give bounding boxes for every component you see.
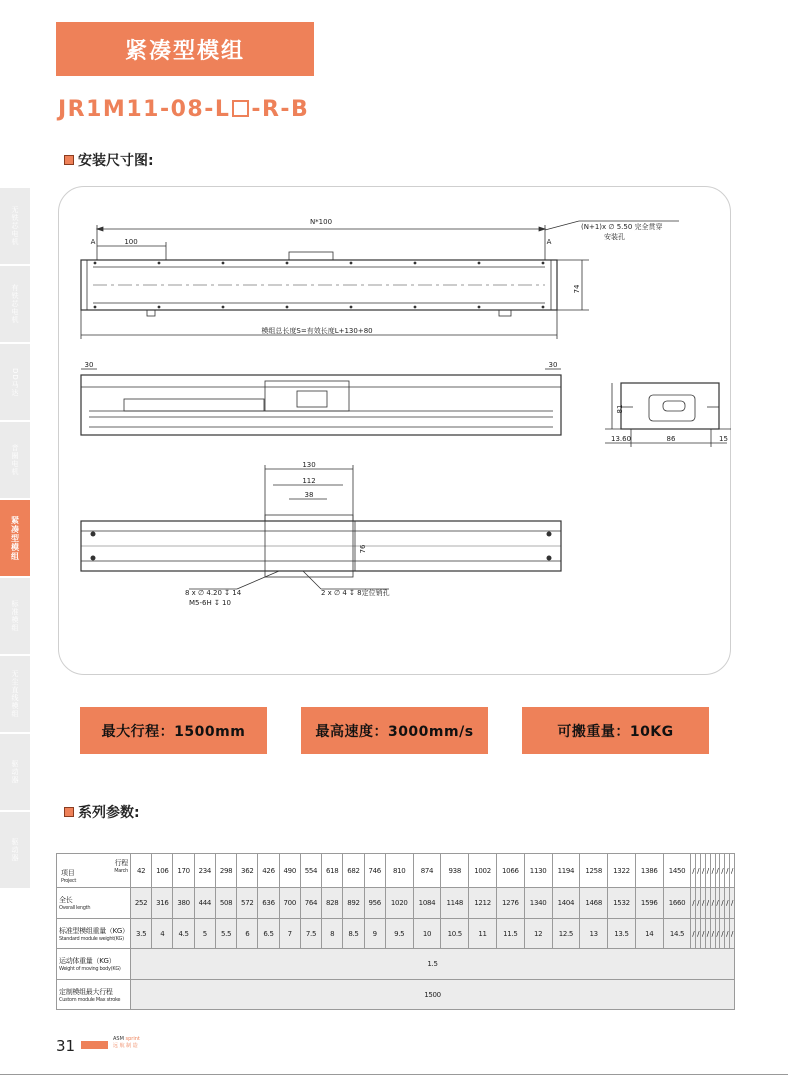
table-cell: 874: [413, 854, 441, 888]
table-cell: 1660: [663, 888, 691, 919]
side-tab[interactable]: 标准模组: [0, 578, 30, 654]
table-cell: 1404: [552, 888, 580, 919]
install-heading: [64, 150, 154, 170]
header-title-bar: [56, 22, 314, 76]
table-cell: 1148: [441, 888, 469, 919]
corner-top-en: March: [114, 867, 128, 874]
table-cell: 1276: [496, 888, 524, 919]
table-cell: 1194: [552, 854, 580, 888]
table-cell: 316: [152, 888, 173, 919]
table-cell: 170: [173, 854, 194, 888]
row-label: [57, 888, 131, 919]
table-cell: /: [696, 888, 701, 919]
row-label: [57, 980, 131, 1010]
table-cell: 746: [364, 854, 385, 888]
dim-112: 112: [302, 477, 316, 485]
dim-a-left: A: [90, 238, 96, 246]
table-cell: 1258: [580, 854, 608, 888]
footer-brand-cn: 远 航 制 造: [113, 1043, 138, 1049]
dim-n100: N*100: [309, 218, 333, 226]
table-cell: /: [725, 919, 730, 949]
table-cell: /: [715, 888, 720, 919]
spec-box: 最大行程：1500mm: [80, 707, 267, 754]
table-cell: 1386: [635, 854, 663, 888]
side-tab[interactable]: 音圈电机: [0, 422, 30, 498]
table-cell: /: [710, 919, 715, 949]
table-cell: 5.5: [215, 919, 236, 949]
table-cell: 682: [343, 854, 364, 888]
table-cell: /: [730, 854, 735, 888]
footer-brand-sub: sprint: [125, 1036, 140, 1042]
table-cell: 7: [279, 919, 300, 949]
hole-note-2: 安装孔: [604, 233, 625, 241]
bullet-square-icon: [64, 155, 74, 165]
footer-line: [0, 1074, 788, 1075]
length-placeholder-box: [232, 100, 249, 117]
series-heading: [64, 802, 140, 822]
holes-note-1: 8 x ∅ 4.20 ↧ 14: [185, 589, 242, 597]
merged-cell: 1.5: [131, 949, 735, 980]
table-row: [57, 919, 735, 949]
table-cell: 6.5: [258, 919, 279, 949]
corner-bottom-en: Project: [61, 877, 77, 884]
table-cell: 572: [237, 888, 258, 919]
table-cell: /: [701, 888, 706, 919]
dim-100: 100: [124, 238, 138, 246]
table-cell: 42: [131, 854, 152, 888]
table-cell: /: [725, 854, 730, 888]
table-cell: /: [730, 888, 735, 919]
row-label-cn: 定制模组最大行程: [59, 987, 113, 996]
side-tabs: [0, 188, 30, 890]
dim-30-right: 30: [548, 361, 558, 369]
table-row: [57, 980, 735, 1010]
dim-76: 76: [359, 544, 367, 554]
table-row: [57, 949, 735, 980]
table-cell: 554: [300, 854, 321, 888]
spec-box: 最高速度：3000mm/s: [301, 707, 488, 754]
table-cell: /: [705, 919, 710, 949]
install-heading-text: 安装尺寸图:: [78, 153, 154, 169]
table-cell: 8: [322, 919, 343, 949]
table-cell: 14: [635, 919, 663, 949]
dim-15: 15: [719, 435, 728, 443]
footer-logo: [113, 1036, 140, 1050]
table-cell: 828: [322, 888, 343, 919]
table-cell: 11.5: [496, 919, 524, 949]
row-label-en: Custom module Max stroke: [59, 996, 121, 1003]
side-tab[interactable]: 有铁芯电机: [0, 266, 30, 342]
table-cell: 13.5: [608, 919, 636, 949]
table-cell: /: [705, 854, 710, 888]
pin-note: 2 x ∅ 4 ↧ 8定位销孔: [321, 589, 390, 597]
table-cell: /: [720, 919, 725, 949]
table-cell: /: [696, 854, 701, 888]
row-label-cn: 标准型模组重量（KG）: [59, 926, 129, 935]
table-cell: 234: [194, 854, 215, 888]
table-cell: 1130: [524, 854, 552, 888]
page-number: 31: [56, 1037, 76, 1055]
series-parameter-table: [56, 853, 735, 1010]
table-cell: /: [715, 919, 720, 949]
installation-drawing: [59, 187, 732, 676]
table-cell: 7.5: [300, 919, 321, 949]
table-cell: 764: [300, 888, 321, 919]
table-cell: 3.5: [131, 919, 152, 949]
footer-brand: ASM: [113, 1036, 124, 1042]
header-title: 紧凑型模组: [124, 38, 245, 64]
table-cell: 700: [279, 888, 300, 919]
table-cell: 13: [580, 919, 608, 949]
table-cell: 444: [194, 888, 215, 919]
table-cell: 956: [364, 888, 385, 919]
side-tab[interactable]: 驱动器: [0, 734, 30, 810]
table-cell: 12: [524, 919, 552, 949]
total-length-note: 模组总长度S=有效长度L+130+80: [261, 327, 373, 335]
table-cell: 1002: [469, 854, 497, 888]
table-cell: 6: [237, 919, 258, 949]
table-cell: 4: [152, 919, 173, 949]
table-cell: 508: [215, 888, 236, 919]
table-cell: 1020: [385, 888, 413, 919]
table-cell: /: [691, 854, 696, 888]
table-row: [57, 888, 735, 919]
table-cell: 14.5: [663, 919, 691, 949]
table-cell: 1340: [524, 888, 552, 919]
installation-drawing-card: [58, 186, 731, 675]
row-label-en: Standard module weight(KG): [59, 935, 124, 942]
dim-86: 86: [666, 435, 676, 443]
table-cell: 636: [258, 888, 279, 919]
table-cell: /: [720, 888, 725, 919]
table-cell: /: [701, 919, 706, 949]
model-prefix: JR1M11-08-L: [58, 97, 231, 122]
table-cell: /: [710, 854, 715, 888]
table-cell: 618: [322, 854, 343, 888]
table-cell: /: [691, 919, 696, 949]
table-cell: 9: [364, 919, 385, 949]
table-cell: /: [725, 888, 730, 919]
table-cell: /: [720, 854, 725, 888]
spec-box: 可搬重量：10KG: [522, 707, 709, 754]
dim-30-left: 30: [84, 361, 94, 369]
table-cell: /: [696, 919, 701, 949]
dim-1360: 13.60: [611, 435, 632, 443]
bullet-square-icon: [64, 807, 74, 817]
row-label: [57, 919, 131, 949]
row-label-en: Weight of moving body(KG): [59, 966, 121, 972]
table-cell: 8.5: [343, 919, 364, 949]
table-cell: /: [730, 919, 735, 949]
hole-note: (N+1)x ∅ 5.50 完全贯穿: [581, 223, 663, 231]
table-corner-cell: [57, 854, 131, 888]
row-label-cn: 全长: [59, 896, 73, 904]
side-tab[interactable]: 无尘直线模组: [0, 656, 30, 732]
table-cell: 426: [258, 854, 279, 888]
model-number: [58, 97, 309, 122]
table-cell: 10.5: [441, 919, 469, 949]
row-label: [57, 949, 131, 980]
side-tab[interactable]: 无铁芯电机: [0, 188, 30, 264]
table-cell: 1066: [496, 854, 524, 888]
table-cell: 892: [343, 888, 364, 919]
side-tab[interactable]: 紧凑型模组: [0, 500, 30, 576]
table-cell: /: [710, 888, 715, 919]
table-cell: 938: [441, 854, 469, 888]
dim-a-right: A: [546, 238, 552, 246]
table-cell: /: [715, 854, 720, 888]
side-tab[interactable]: DD马达: [0, 344, 30, 420]
table-cell: 810: [385, 854, 413, 888]
row-label-cn: 运动体重量（KG）: [59, 957, 116, 965]
dim-130: 130: [302, 461, 316, 469]
corner-bottom: 项目: [61, 868, 75, 877]
table-cell: 1084: [413, 888, 441, 919]
table-cell: 106: [152, 854, 173, 888]
table-cell: 380: [173, 888, 194, 919]
row-label-en: Overall length: [59, 905, 91, 911]
table-cell: 1450: [663, 854, 691, 888]
table-cell: 252: [131, 888, 152, 919]
table-cell: 10: [413, 919, 441, 949]
table-cell: 362: [237, 854, 258, 888]
table-cell: 298: [215, 854, 236, 888]
table-cell: 11: [469, 919, 497, 949]
dim-38: 38: [304, 491, 314, 499]
table-cell: 1322: [608, 854, 636, 888]
series-heading-text: 系列参数:: [78, 805, 140, 821]
table-cell: /: [691, 888, 696, 919]
dim-81: 81: [616, 404, 624, 414]
table-cell: 4.5: [173, 919, 194, 949]
table-cell: 490: [279, 854, 300, 888]
table-cell: /: [701, 854, 706, 888]
footer-accent-bar: [81, 1041, 108, 1049]
table-cell: 1532: [608, 888, 636, 919]
table-cell: 1596: [635, 888, 663, 919]
table-cell: 12.5: [552, 919, 580, 949]
dim-74: 74: [573, 284, 581, 294]
model-suffix: -R-B: [251, 97, 310, 122]
table-cell: /: [705, 888, 710, 919]
holes-note-2: M5-6H ↧ 10: [189, 599, 231, 607]
table-cell: 1468: [580, 888, 608, 919]
table-cell: 9.5: [385, 919, 413, 949]
side-tab[interactable]: 驱动器: [0, 812, 30, 888]
corner-top: 行程: [114, 858, 128, 867]
table-cell: 1212: [469, 888, 497, 919]
merged-cell: 1500: [131, 980, 735, 1010]
table-cell: 5: [194, 919, 215, 949]
